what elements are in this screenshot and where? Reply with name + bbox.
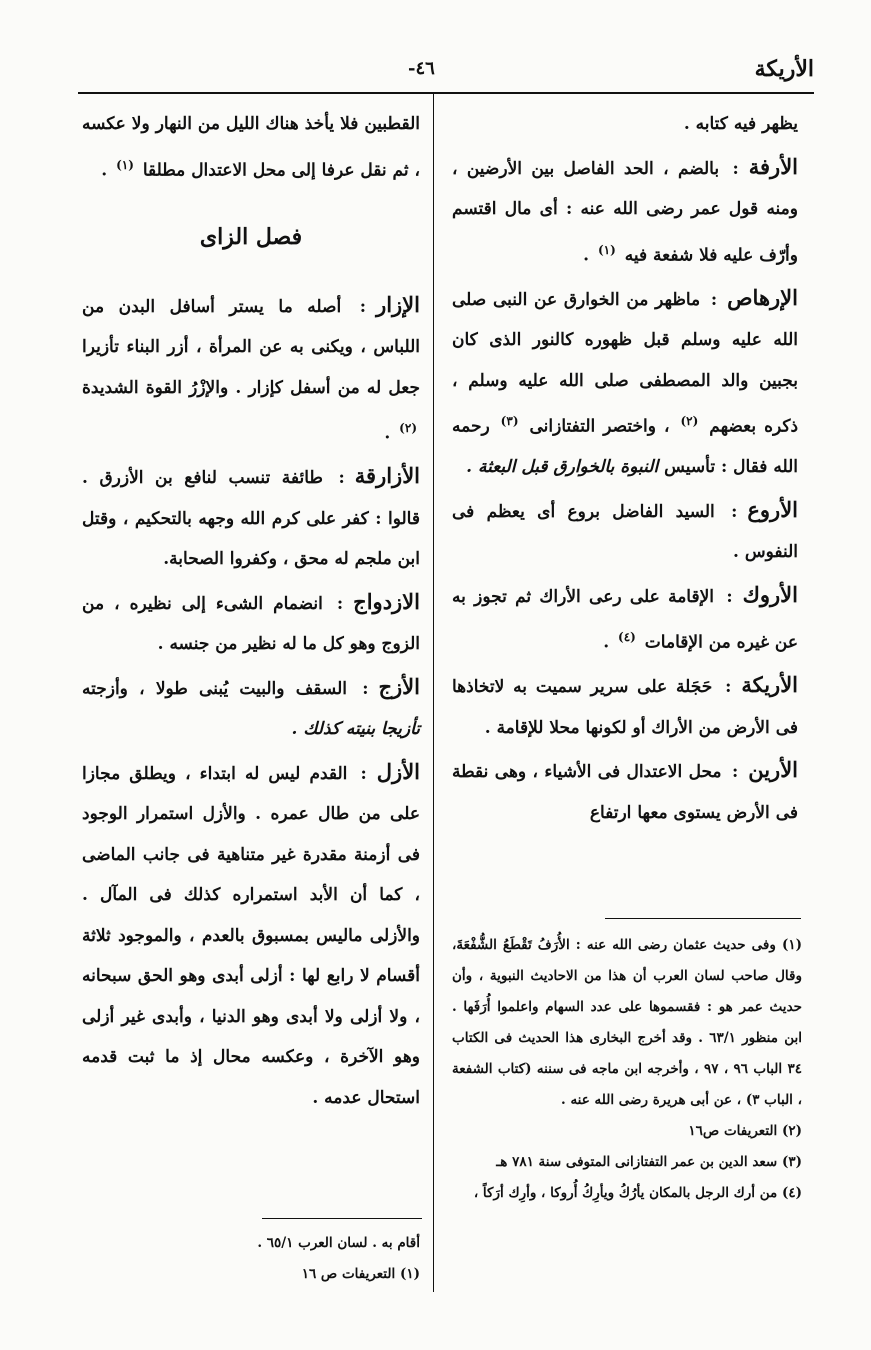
header-rule [78,92,814,94]
entry-al-arika: الأريكة: حَجَلة على سرير سميت به لاتخاذها فى الأرض من الأراك أو لكونها محلا للإقامة . [452,672,799,738]
italic-phrase: تأزيجا بنيته كذلك . [291,719,420,740]
entry-definition: القدم ليس له ابتداء ، ويطلق مجازا على من طال عمره . والأزل استمرار الوجود فى أزمنة مقدرة غير متناهية فى جانب الماضى ، كما أن الأبد استمراره كذلك فى المآل . والأزلى ماليس بمسبوق بالعدم ، والموجود ثلاثة أقسام لا رابع لها : أزلى أبدى وهو الحق سبحانه ، ولا أزلى ولا أبدى وهو الدنيا ، وأبدى غير أزلى وهو الآخرة ، وعكسه محال إذ ما ثبت قدمه استحال عدمه . [82,763,420,1108]
entry-headword: الأروع [747,496,799,522]
entry-headword: الأرفة [748,153,798,179]
footnote-ref: (٣) [500,414,519,429]
running-title: الأريكة [754,56,814,82]
entry-headword: الازدواج [353,588,420,614]
right-column [452,104,798,835]
entry-al-azariqa: الأزارقة: طائفة تنسب لنافع بن الأزرق . قالوا : كفر على كرم الله وجهه بالتحكيم ، وقتل ابن ملجم له محق ، وكفروا الصحابة. [82,463,421,570]
entry-definition: أصله ما يستر أسافل البدن من اللباس ، ويكنى به عن المرأة ، أزر البناء تأزيرا جعل له من أسفل كإزار . والإزْرُ القوة الشديدة [82,296,420,398]
entry-definition: السيد الفاضل بروع أى يعظم فى النفوس . [452,501,798,563]
footnote-4: (٤) من أرك الرجل بالمكان يأرُكُ ويأرِكُ أُروكا ، وأرِك أرَكاً ، [473,1185,802,1201]
entry-definition: محل الاعتدال فى الأشياء ، وهى نقطة فى الأرض يستوى معها ارتفاع [452,762,798,823]
entry-definition: طائفة تنسب لنافع بن الأزرق . قالوا : كفر على كرم الله وجهه بالتحكيم ، وقتل ابن ملجم له محق ، وكفروا الصحابة. [82,468,420,570]
footnote-ref: (٢) [680,414,699,429]
entry-al-izar: الإزار: أصله ما يستر أسافل البدن من اللباس ، ويكنى به عن المرأة ، أزر البناء تأزيرا جعل له من أسفل كإزار . والإزْرُ القوة الشديدة $^{(٢)}$ . [82,291,420,444]
entry-al-irhas: الإرهاص: ماظهر من الخوارق عن النبى صلى الله عليه وسلم قبل ظهوره كالنور الذى كان بجبين والد المصطفى صلى الله عليه وسلم ، ذكره بعضهم $^{(٢)}$ ، واختصر التفتازانى $^{(٣)}$ رحمه الله فقال : تأسيس النبوة بالخوارق قبل البعثة . [452,284,799,478]
entry-definition: بالضم ، الحد الفاصل بين الأرضين ، ومنه قول عمر رضى الله عنه : أى مال اقتسم وأرّف عليه فلا شفعة فيه [452,158,798,266]
entry-definition: السقف والبيت يُبنى طولا ، وأزجته [82,678,347,699]
entry-al-arin: الأرين: محل الاعتدال فى الأشياء ، وهى نقطة فى الأرض يستوى معها ارتفاع [452,757,799,823]
entry-headword: الأرين [748,757,799,783]
footnote-ref: (١) [597,242,616,257]
entry-headword: الأزج [378,673,420,699]
column-divider [433,92,434,1292]
continuation-text: القطبين فلا يأخذ هناك الليل من النهار ولا عكسه ، ثم نقل عرفا إلى محل الاعتدال مطلقا $^{(١)}$ . [82,114,420,181]
page-header [78,56,814,94]
footnote-1: (١) وفى حديث عثمان رضى الله عنه : الأُرَفُ تَقْطَعُ الشُّفْعَةَ، وقال صاحب لسان العرب أن هذا من الاحاديث النبوية ، وأن حديث عمر هو : فقسموها على عدد السهام واعلموا أُرَفَها . ابن منظور ٦٣/١ . وقد أخرج البخارى هذا الحديث فى الكتاب ٣٤ الباب ٩٦ ، ٩٧ ، وأخرجه ابن ماجه فى سننه (كتاب الشفعة ، الباب ٣) ، عن أبى هريرة رضى الله عنه . [452,937,802,1108]
entry-al-arwa: الأروع: السيد الفاضل بروع أى يعظم فى النفوس . [452,496,799,563]
footnote-3: (٣) سعد الدين بن عمر التفتازانى المتوفى سنة ٧٨١ هـ [496,1154,802,1170]
entry-headword: الإزار [376,291,420,317]
entry-headword: الإرهاص [727,284,798,310]
entry-definition: الإقامة على رعى الأراك ثم تجوز به عن غيره من الإقامات [452,586,798,653]
entry-al-azaj: الأزج: السقف والبيت يُبنى طولا ، وأزجته تأزيجا بنيته كذلك . [82,673,420,740]
footnote-rule-left [262,1218,422,1219]
footnotes-left [150,1228,420,1290]
italic-phrase: النبوة بالخوارق قبل البعثة . [466,457,659,478]
entry-headword: الأزارقة [354,463,421,489]
footnote-ref: (٢) [399,421,417,436]
footnotes-right [452,930,802,1209]
footnote-ref: (١) [116,157,134,172]
entry-al-aruk: الأروك: الإقامة على رعى الأراك ثم تجوز به عن غيره من الإقامات $^{(٤)}$ . [452,581,798,653]
entry-headword: الأروك [742,581,798,607]
entry-al-arfa: الأرفة: بالضم ، الحد الفاصل بين الأرضين ، ومنه قول عمر رضى الله عنه : أى مال اقتسم وأرّف عليه فلا شفعة فيه $^{(١)}$ . [452,153,798,266]
entry-headword: الأريكة [741,672,799,698]
entry-definition: حَجَلة على سرير سميت به لاتخاذها فى الأرض من الأراك أو لكونها محلا للإقامة . [452,677,798,738]
entry-al-azal: الأزل: القدم ليس له ابتداء ، ويطلق مجازا على من طال عمره . والأزل استمرار الوجود فى أزمنة مقدرة غير متناهية فى جانب الماضى ، كما أن الأبد استمراره كذلك فى المآل . والأزلى ماليس بمسبوق بالعدم ، والموجود ثلاثة أقسام لا رابع لها : أزلى أبدى وهو الحق سبحانه ، ولا أزلى ولا أبدى وهو الدنيا ، وأبدى غير أزلى وهو الآخرة ، وعكسه محال إذ ما ثبت قدمه استحال عدمه . [82,758,421,1108]
footnote-rule-right [605,918,801,919]
continuation-text: يظهر فيه كتابه . [683,114,798,134]
footnote-1: (١) التعريفات ص ١٦ [301,1266,420,1282]
left-column [82,104,420,1120]
section-title: فصل الزاى [199,223,303,250]
footnote-continuation: أقام به . لسان العرب ٦٥/١ . [257,1235,420,1251]
entry-headword: الأزل [376,758,421,784]
entry-al-izdiwaj: الازدواج: انضمام الشىء إلى نظيره ، من الزوج وهو كل ما له نظير من جنسه . [82,588,420,655]
entry-definition: انضمام الشىء إلى نظيره ، من الزوج وهو كل ما له نظير من جنسه . [82,593,420,655]
entry-definition: ماظهر من الخوارق عن النبى صلى الله عليه وسلم قبل ظهوره كالنور الذى كان بجبين والد المصطفى صلى الله عليه وسلم ، ذكره بعضهم [452,289,799,437]
footnote-2: (٢) التعريفات ص١٦ [688,1123,802,1139]
footnote-ref: (٤) [618,630,636,645]
page-number: -٤٦ [408,58,435,79]
